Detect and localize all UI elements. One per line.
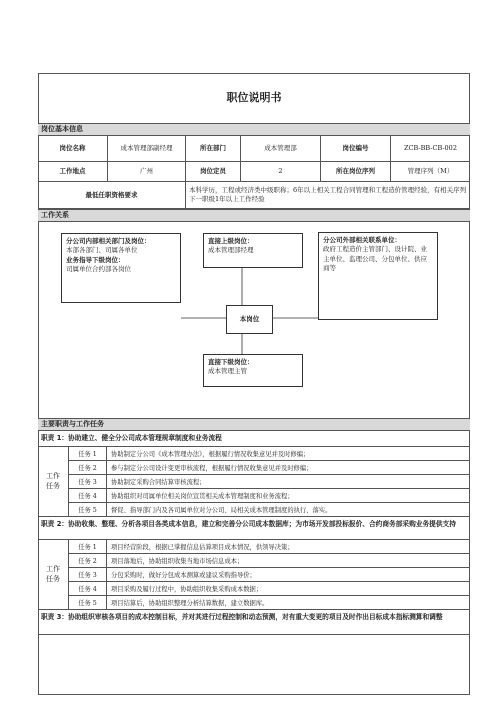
guide-value: 司属单位合约部各岗位	[66, 265, 131, 274]
location-value: 广州	[108, 162, 186, 182]
min-qual-label: 最低任职资格要求	[38, 182, 186, 209]
internal-box	[61, 233, 181, 303]
dept-value: 成本管理部	[241, 136, 321, 162]
task-row: 任务 3 分包采购时，做好分包成本测算或建议采购指导价；	[69, 568, 470, 582]
section-basic-info: 岗位基本信息	[38, 123, 470, 136]
duty-2-work-task-label: 工作任务	[38, 540, 69, 610]
superior-value: 成本管理部经理	[208, 246, 254, 255]
external-value: 政府工程造价主管部门、设计院、业主单位、监理公司、分包单位、供应商等	[323, 245, 427, 273]
task-row: 任务 1 项目经营阶段，根据已掌握信息估算项目成本情况，供领导决策；	[69, 540, 470, 554]
center-box: 本岗位	[226, 305, 273, 334]
name-label: 岗位名称	[38, 136, 108, 162]
section-duties: 主要职责与工作任务	[38, 418, 470, 431]
subordinate-title: 直接下级岗位：	[208, 358, 254, 366]
external-box	[318, 232, 438, 320]
superior-box	[203, 233, 303, 268]
code-value: ZCB-BB-CB-002	[391, 136, 470, 162]
internal-value: 本部各部门、司属各单位	[66, 246, 138, 255]
duty-1-heading: 职责 1：协助建立、健全分公司成本管理规章制度和业务流程	[38, 431, 470, 447]
task-row: 任务 2 参与制定分公司设计变更审核流程，根据履行情况收集意见并及时修编；	[69, 461, 470, 475]
location-label: 工作地点	[38, 162, 108, 182]
duty-1-tasks	[69, 447, 470, 517]
min-qual-value: 本科学历，工程或经济类中级职称；6年以上相关工程合同管理和工程造价管理经验，有相关序列下一职级1年以上工作经验	[186, 182, 470, 209]
external-title: 分公司外部相关联系单位：	[323, 236, 401, 244]
subordinate-value: 成本管理主管	[208, 367, 247, 376]
code-label: 岗位编号	[321, 136, 391, 162]
staff-label: 岗位定员	[186, 162, 241, 182]
duty-2-heading: 职责 2：协助收集、整理、分析各项目各类成本信息，建立和完善分公司成本数据库；为市场开发部投标报价、合约商务部采购业务提供支持	[38, 517, 470, 540]
task-row: 任务 4 协助组织对司属单位相关岗位宣贯相关成本管理制度和业务流程；	[69, 489, 470, 503]
subordinate-box	[203, 354, 303, 387]
series-value: 管理序列（M）	[391, 162, 470, 182]
task-row: 任务 2 项目落地后，协助组织收集当地市场信息成本；	[69, 554, 470, 568]
duty-1-work-task-label: 工作任务	[38, 447, 69, 517]
duty-2-tasks	[69, 540, 470, 610]
task-row: 任务 4 项目采购及履行过程中，协助组织收集采购成本数据；	[69, 582, 470, 596]
series-label: 所在岗位序列	[321, 162, 391, 182]
guide-title: 业务指导下级岗位：	[66, 255, 125, 264]
page-title: 职位说明书	[38, 73, 470, 124]
task-row: 任务 3 协助制定采购合同结算审核流程；	[69, 475, 470, 489]
task-row: 任务 5 项目结算后，协助组织整理分析结算数据，建立数据库。	[69, 596, 470, 610]
internal-title: 分公司内部相关部门及岗位：	[66, 237, 151, 245]
task-row: 任务 5 督促、指导部门内及各司属单位对分公司、局相关成本管理制度的执行、落实。	[69, 503, 470, 517]
name-value: 成本管理部副经理	[108, 136, 186, 162]
section-relations: 工作关系	[38, 209, 470, 222]
duty-3-heading: 职责 3：协助组织审核各项目的成本控制目标，并对其进行过程控制和动态预测，对有重大变更的项目及时作出目标成本指标测算和调整	[38, 610, 470, 635]
staff-value: 2	[241, 162, 321, 182]
superior-title: 直接上级岗位：	[208, 237, 254, 245]
task-row: 任务 1 协助制定分公司《成本管理办法》，根据履行情况收集意见并及时修编；	[69, 447, 470, 461]
dept-label: 所在部门	[186, 136, 241, 162]
